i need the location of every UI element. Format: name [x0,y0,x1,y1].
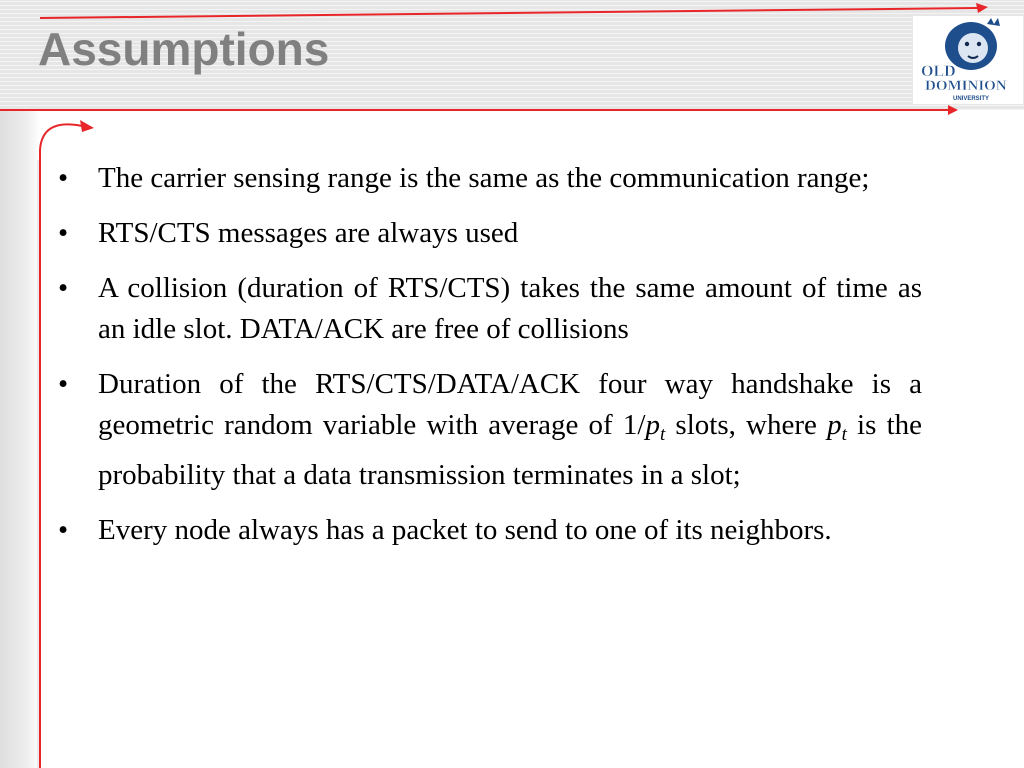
bullet-list [58,158,922,565]
math-subscript: t [841,424,847,445]
header-divider-arrowhead [948,105,958,115]
bullet-item [58,364,922,496]
logo-text-main: DOMINION [925,78,1007,94]
bullet-item [58,510,922,551]
bullet-text: RTS/CTS messages are always used [98,217,519,249]
slide-title: Assumptions [38,23,330,75]
top-swoosh-arrowhead [976,3,988,13]
bullet-text-part: slots, where [665,409,828,441]
bullet-text-part: Duration of the RTS/CTS/DATA/ACK four way handshake is a geometric random variable with average of 1/ [98,368,922,441]
left-curve-arrowhead [80,120,94,132]
old-dominion-logo-icon [913,16,1023,104]
bullet-text-part: is the probability that a data transmission terminates in a slot; [98,409,923,491]
math-variable: p [645,409,660,441]
math-subscript: t [659,424,666,445]
crown-shape [987,18,1000,26]
bullet-item [58,158,922,199]
bullet-text: A collision (duration of RTS/CTS) takes the same amount of time as an idle slot. DATA/ACK are free of collisions [98,272,922,345]
bullet-item [58,268,922,350]
logo-text-sub: UNIVERSITY [953,96,990,102]
logo-text-top: OLD [921,63,956,80]
bullet-item [58,213,922,254]
bullet-text: Every node always has a packet to send to one of its neighbors. [98,514,832,546]
bullet-text: The carrier sensing range is the same as the communication range; [98,162,870,194]
top-swoosh-line [40,8,978,18]
math-variable: p [827,409,842,441]
